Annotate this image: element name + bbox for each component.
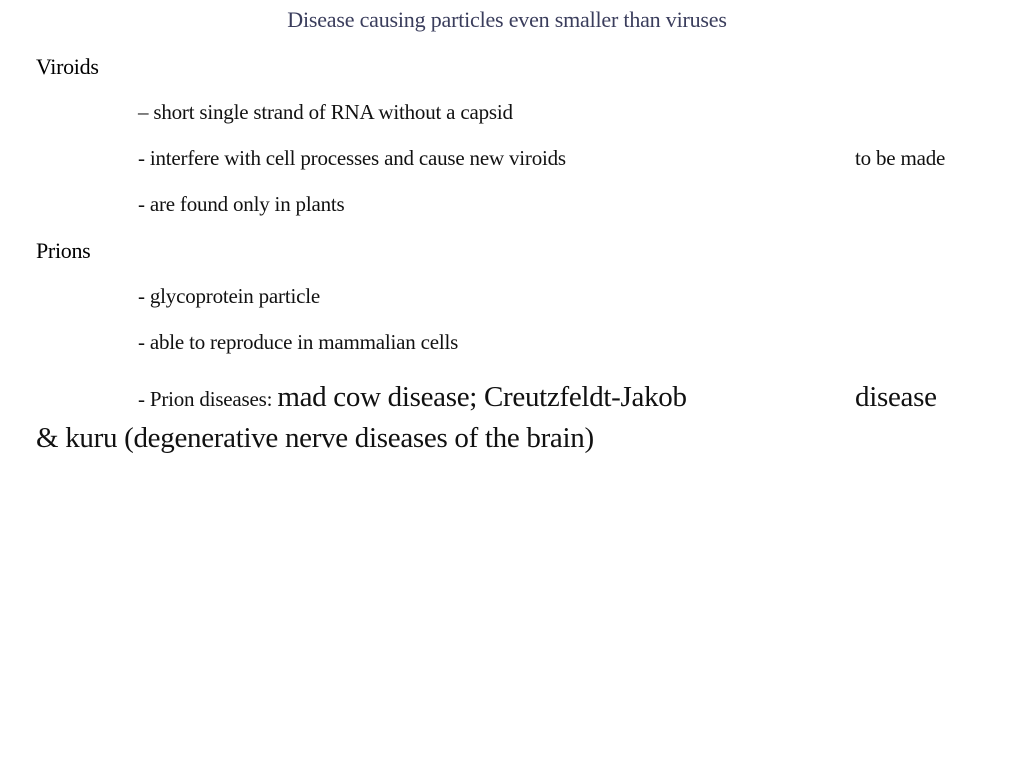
prions-diseases-continuation: & kuru (degenerative nerve diseases of the brain)	[36, 422, 594, 454]
prions-bullet-2: - able to reproduce in mammalian cells	[138, 330, 459, 354]
viroids-bullet-2-tail: to be made	[855, 146, 946, 170]
prions-bullet-1: - glycoprotein particle	[138, 284, 320, 308]
prions-diseases-line	[138, 381, 687, 414]
prions-heading: Prions	[36, 238, 91, 263]
prions-diseases-prefix: - Prion diseases:	[138, 387, 278, 411]
prions-diseases-tail: disease	[855, 381, 937, 413]
prions-diseases-list: mad cow disease; Creutzfeldt-Jakob	[277, 381, 687, 413]
slide-title: Disease causing particles even smaller than viruses	[287, 7, 727, 32]
viroids-heading: Viroids	[36, 54, 99, 79]
viroids-bullet-1: – short single strand of RNA without a capsid	[138, 100, 513, 124]
viroids-bullet-3: - are found only in plants	[138, 192, 345, 216]
viroids-bullet-2: - interfere with cell processes and cause new viroids	[138, 146, 566, 170]
